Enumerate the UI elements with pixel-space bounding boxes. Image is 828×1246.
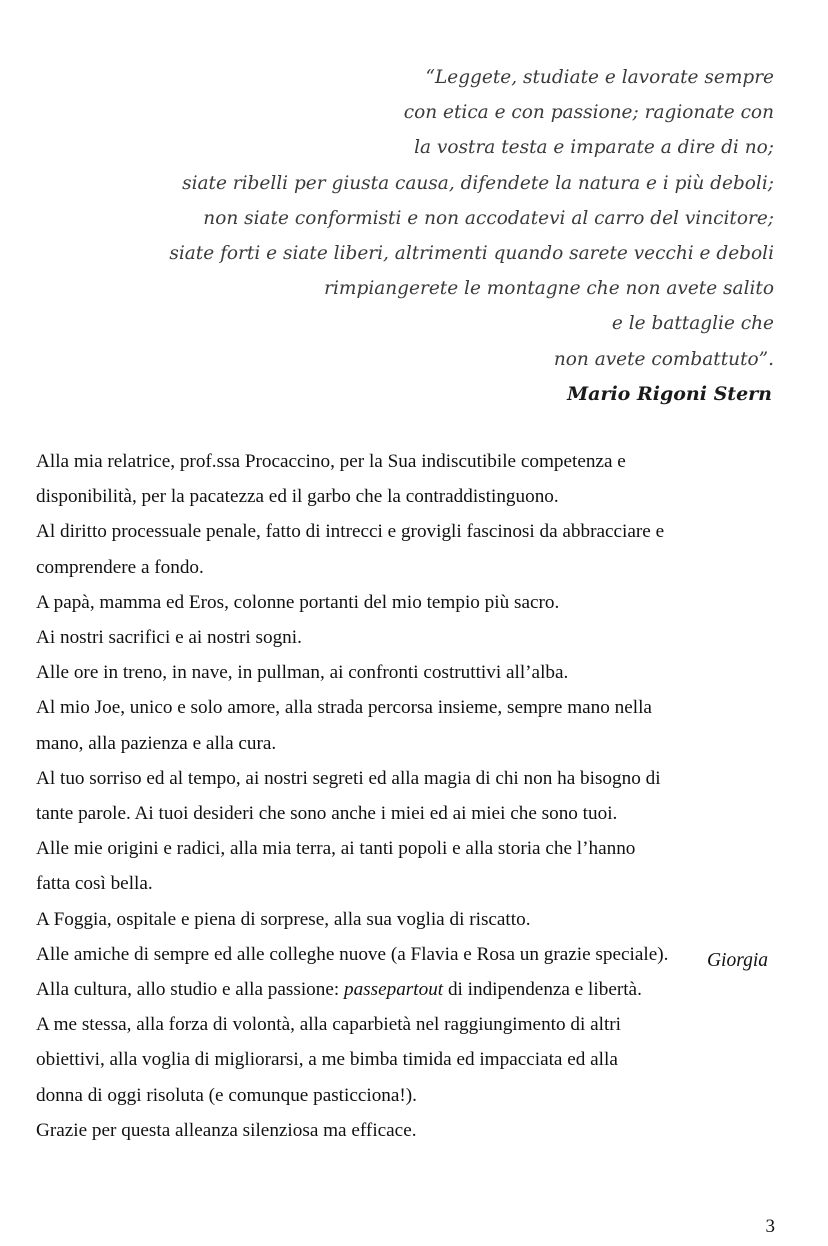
text-line: donna di oggi risoluta (e comunque pasticciona!). bbox=[36, 1084, 417, 1106]
culture-text-before: Alla cultura, allo studio e alla passione: bbox=[36, 979, 344, 1001]
text-line-culture bbox=[36, 972, 796, 1007]
page-number: 3 bbox=[765, 1216, 775, 1237]
text-line: Al tuo sorriso ed al tempo, ai nostri segreti ed alla magia di chi non ha bisogno di bbox=[36, 767, 661, 789]
text-line: Al diritto processuale penale, fatto di intrecci e grovigli fascinosi da abbracciare e bbox=[36, 521, 665, 543]
culture-emphasis: passepartout bbox=[343, 979, 444, 1001]
text-line: Ai nostri sacrifici e ai nostri sogni. bbox=[36, 627, 302, 649]
epigraph-line: rimpiangerete le montagne che non avete salito bbox=[324, 278, 774, 300]
epigraph-line: “Leggete, studiate e lavorate sempre bbox=[425, 67, 774, 88]
epigraph-quote bbox=[154, 60, 774, 412]
epigraph-author: Mario Rigoni Stern bbox=[567, 382, 772, 405]
epigraph-line: siate ribelli per giusta causa, difendete la natura e i più deboli; bbox=[182, 172, 774, 194]
text-line: obiettivi, alla voglia di migliorarsi, a me bimba timida ed impacciata ed alla bbox=[36, 1049, 618, 1071]
text-line: A Foggia, ospitale e piena di sorprese, alla sua voglia di riscatto. bbox=[36, 908, 531, 930]
text-line: disponibilità, per la pacatezza ed il garbo che la contraddistinguono. bbox=[36, 486, 559, 508]
text-line: A me stessa, alla forza di volontà, alla caparbietà nel raggiungimento di altri bbox=[36, 1014, 622, 1036]
text-line: Alle ore in treno, in nave, in pullman, ai confronti costruttivi all’alba. bbox=[36, 662, 569, 684]
epigraph-line: siate forti e siate liberi, altrimenti quando sarete vecchi e deboli bbox=[169, 243, 774, 265]
epigraph-line: la vostra testa e imparate a dire di no; bbox=[414, 137, 774, 159]
epigraph-line: con etica e con passione; ragionate con bbox=[403, 102, 774, 124]
text-line: Alle mie origini e radici, alla mia terra, ai tanti popoli e alla storia che l’hanno bbox=[36, 838, 636, 860]
text-line: Alle amiche di sempre ed alle colleghe nuove (a Flavia e Rosa un grazie speciale). bbox=[36, 943, 669, 965]
text-line: Alla mia relatrice, prof.ssa Procaccino, per la Sua indiscutibile competenza e bbox=[36, 451, 626, 472]
epigraph-line: e le battaglie che bbox=[611, 313, 774, 335]
text-line: A papà, mamma ed Eros, colonne portanti del mio tempio più sacro. bbox=[36, 591, 560, 613]
epigraph-line: non avete combattuto”. bbox=[553, 348, 774, 370]
acknowledgements-text bbox=[36, 444, 796, 1148]
text-line: tante parole. Ai tuoi desideri che sono anche i miei ed ai miei che sono tuoi. bbox=[36, 803, 618, 825]
signature: Giorgia bbox=[706, 950, 768, 971]
text-line: Al mio Joe, unico e solo amore, alla strada percorsa insieme, sempre mano nella bbox=[36, 697, 652, 719]
epigraph-line: non siate conformisti e non accodatevi al carro del vincitore; bbox=[203, 207, 774, 229]
culture-text-after: di indipendenza e libertà. bbox=[443, 979, 642, 1001]
text-line: mano, alla pazienza e alla cura. bbox=[36, 732, 277, 754]
text-line: Grazie per questa alleanza silenziosa ma efficace. bbox=[36, 1119, 417, 1141]
text-line: fatta così bella. bbox=[36, 873, 153, 895]
text-line: comprendere a fondo. bbox=[36, 556, 204, 578]
